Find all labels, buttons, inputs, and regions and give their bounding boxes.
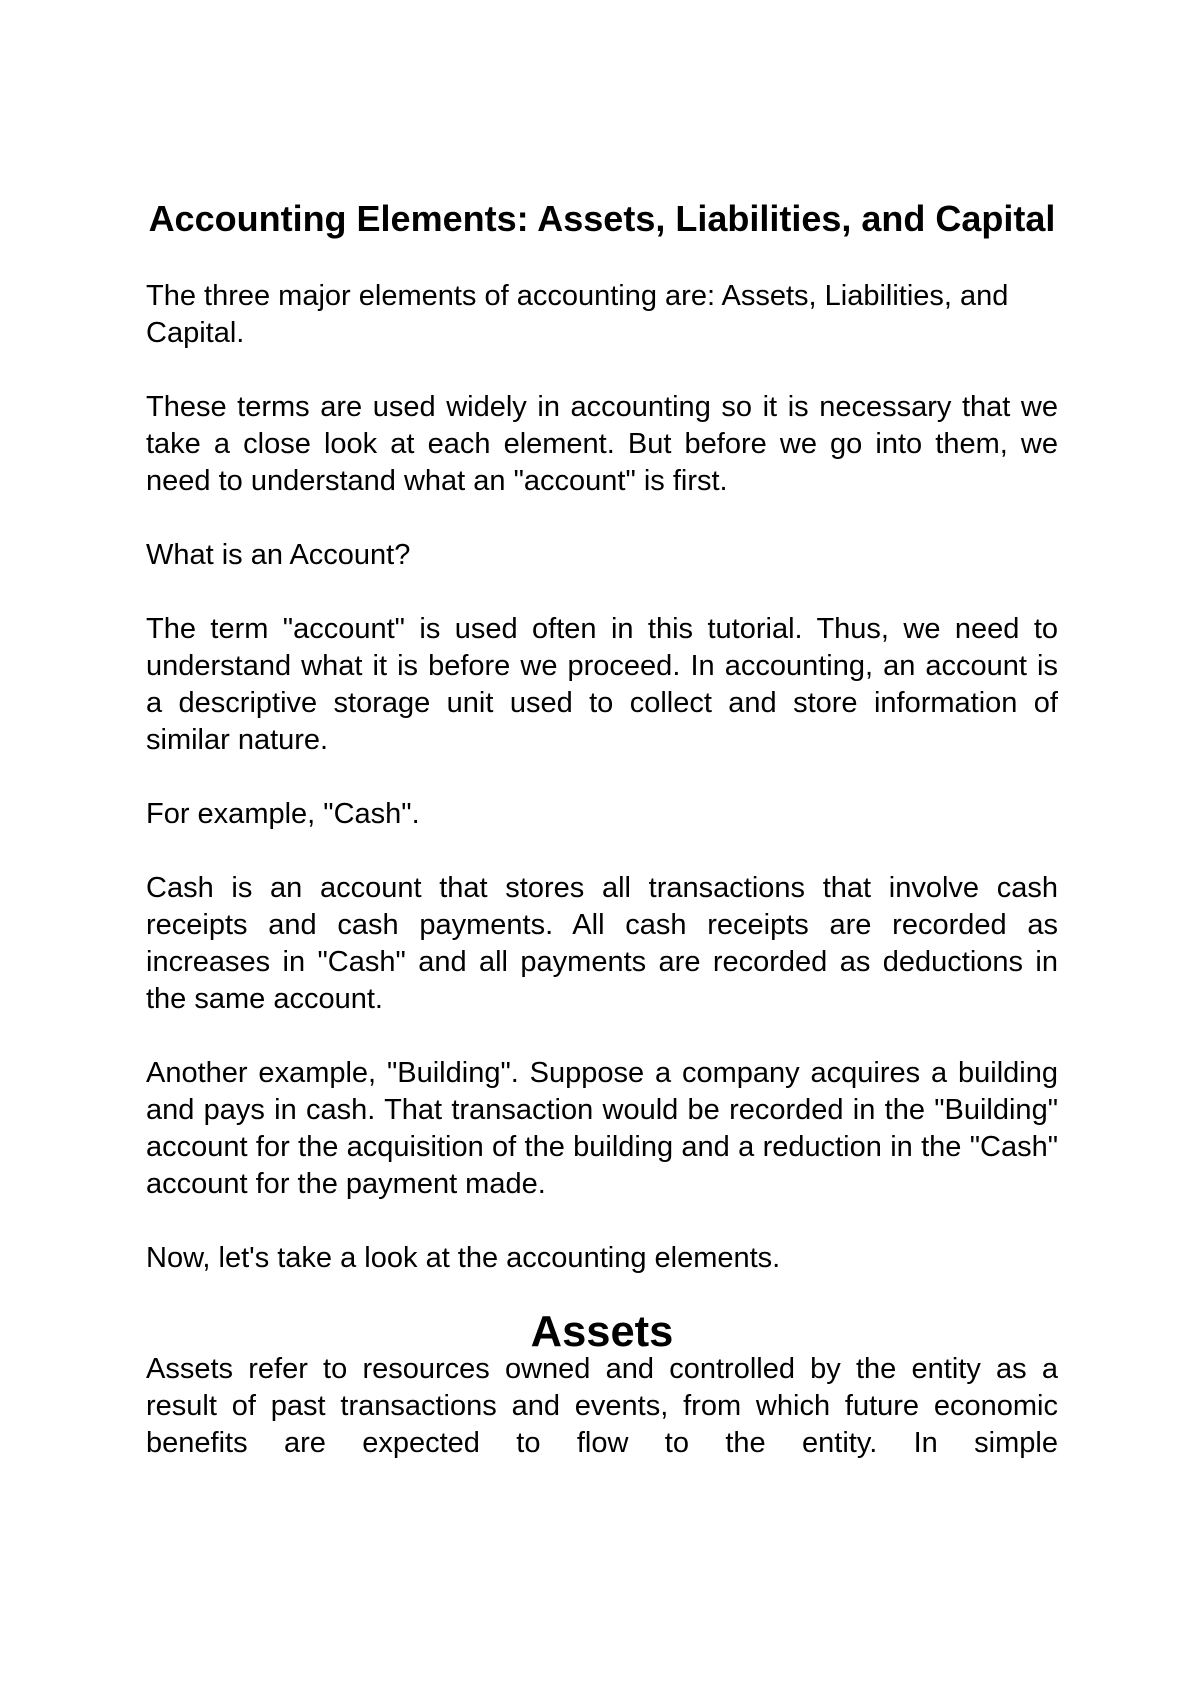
paragraph-building-example: Another example, "Building". Suppose a company acquires a building and pays in cash. That transaction would be recorded in the "Building" account for the acquisition of the building and a reduction in the "Cash" account for the payment made. (146, 1057, 1058, 1200)
paragraph-cash-explanation: Cash is an account that stores all transactions that involve cash receipts and cash payments. All cash receipts are recorded as increases in "Cash" and all payments are recorded as deductions in the same account. (146, 872, 1058, 1015)
paragraph-cash-example: For example, "Cash". (146, 798, 420, 830)
paragraph-terms: These terms are used widely in accounting so it is necessary that we take a close look at each element. But before we go into them, we need to understand what an "account" is first. (146, 391, 1058, 497)
paragraph-account-definition: The term "account" is used often in this tutorial. Thus, we need to understand what it is before we proceed. In accounting, an account is a descriptive storage unit used to collect and store information of similar nature. (146, 613, 1058, 756)
paragraph-assets-definition: Assets refer to resources owned and controlled by the entity as a result of past transactions and events, from which future economic benefits are expected to flow to the entity. In simple (146, 1353, 1058, 1459)
paragraph-transition: Now, let's take a look at the accounting elements. (146, 1242, 781, 1274)
paragraph-what-is-account: What is an Account? (146, 539, 411, 571)
paragraph-intro: The three major elements of accounting are: Assets, Liabilities, and Capital. (146, 280, 1009, 349)
document-page (146, 195, 1058, 1462)
section-heading-assets: Assets (530, 1308, 674, 1356)
document-title: Accounting Elements: Assets, Liabilities, and Capital (148, 198, 1056, 239)
